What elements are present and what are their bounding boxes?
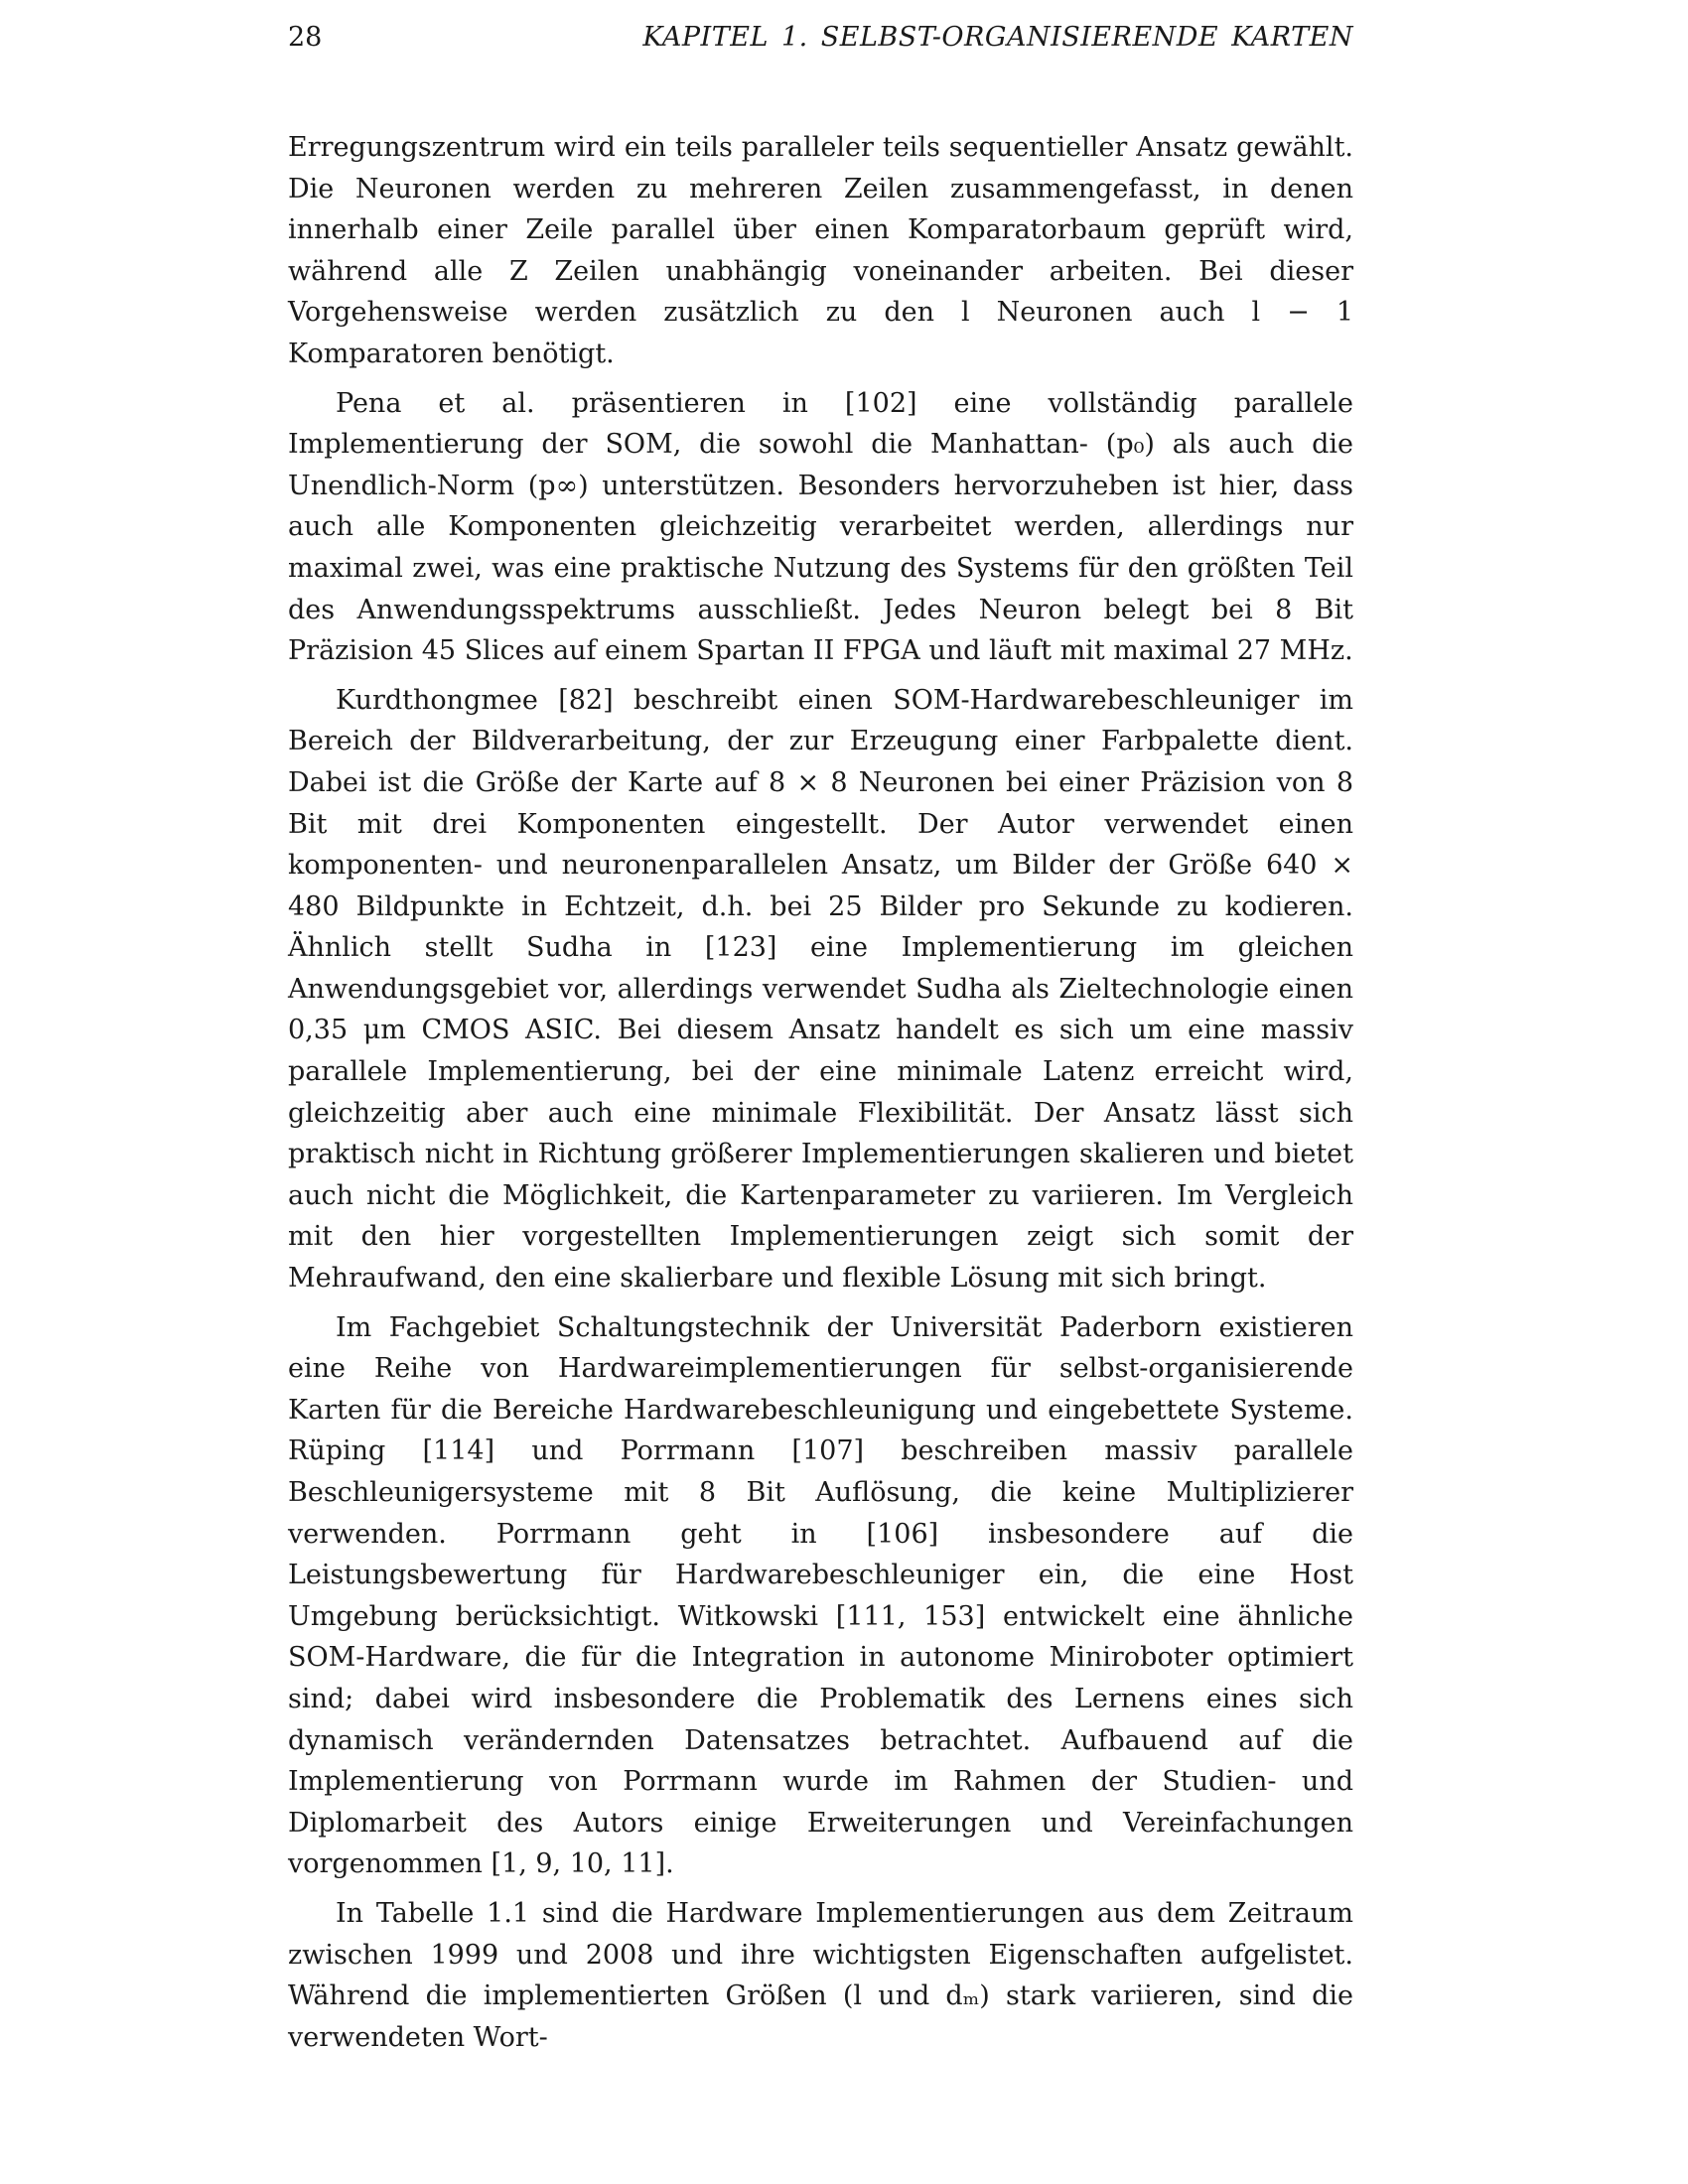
chapter-title: KAPITEL 1. SELBST-ORGANISIERENDE KARTEN [642, 22, 1353, 53]
paragraph-5: In Tabelle 1.1 sind die Hardware Implementierungen aus dem Zeitraum zwischen 1999 und 2008 und ihre wichtigsten Eigenschaften aufgelistet. Während die implementierten Größen (l und dₘ) stark variieren, sind die verwendeten Wort- [288, 1897, 1353, 2053]
paragraph-3: Kurdthongmee [82] beschreibt einen SOM-Hardwarebeschleuniger im Bereich der Bildverarbeitung, der zur Erzeugung einer Farbpalette dient. Dabei ist die Größe der Karte auf 8 × 8 Neuronen bei einer Präzision von 8 Bit mit drei Komponenten eingestellt. Der Autor verwendet einen komponenten- und neuronenparallelen Ansatz, um Bilder der Größe 640 × 480 Bildpunkte in Echtzeit, d.h. bei 25 Bilder pro Sekunde zu kodieren. Ähnlich stellt Sudha in [123] eine Implementierung im gleichen Anwendungsgebiet vor, allerdings verwendet Sudha als Zieltechnologie einen 0,35 μm CMOS ASIC. Bei diesem Ansatz handelt es sich um eine massiv parallele Implementierung, bei der eine minimale Latenz erreicht wird, gleichzeitig aber auch eine minimale Flexibilität. Der Ansatz lässt sich praktisch nicht in Richtung größerer Implementierungen skalieren und bietet auch nicht die Möglichkeit, die Kartenparameter zu variieren. Im Vergleich mit den hier vorgestellten Implementierungen zeigt sich somit der Mehraufwand, den eine skalierbare und flexible Lösung mit sich bringt. [288, 684, 1353, 1295]
page-number: 28 [288, 22, 323, 53]
paragraph-1: Erregungszentrum wird ein teils paralleler teils sequentieller Ansatz gewählt. Die Neuronen werden zu mehreren Zeilen zusammengefasst, in denen innerhalb einer Zeile parallel über einen Komparatorbaum geprüft wird, während alle Z Zeilen unabhängig voneinander arbeiten. Bei dieser Vorgehensweise werden zusätzlich zu den l Neuronen auch l − 1 Komparatoren benötigt. [288, 132, 1353, 369]
running-head [288, 16, 1353, 60]
body-text [288, 127, 1353, 2066]
paragraph-4: Im Fachgebiet Schaltungstechnik der Universität Paderborn existieren eine Reihe von Hardwareimplementierungen für selbst-organisierende Karten für die Bereiche Hardwarebeschleunigung und eingebettete Systeme. Rüping [114] und Porrmann [107] beschreiben massiv parallele Beschleunigersysteme mit 8 Bit Auflösung, die keine Multiplizierer verwenden. Porrmann geht in [106] insbesondere auf die Leistungsbewertung für Hardwarebeschleuniger ein, die eine Host Umgebung berücksichtigt. Witkowski [111, 153] entwickelt eine ähnliche SOM-Hardware, die für die Integration in autonome Miniroboter optimiert sind; dabei wird insbesondere die Problematik des Lernens eines sich dynamisch verändernden Datensatzes betrachtet. Aufbauend auf die Implementierung von Porrmann wurde im Rahmen der Studien- und Diplomarbeit des Autors einige Erweiterungen und Vereinfachungen vorgenommen [1, 9, 10, 11]. [288, 1311, 1353, 1880]
paragraph-2: Pena et al. präsentieren in [102] eine vollständig parallele Implementierung der SOM, die sowohl die Manhattan- (p₀) als auch die Unendlich-Norm (p∞) unterstützen. Besonders hervorzuheben ist hier, dass auch alle Komponenten gleichzeitig verarbeitet werden, allerdings nur maximal zwei, was eine praktische Nutzung des Systems für den größten Teil des Anwendungsspektrums ausschließt. Jedes Neuron belegt bei 8 Bit Präzision 45 Slices auf einem Spartan II FPGA und läuft mit maximal 27 MHz. [288, 387, 1353, 667]
